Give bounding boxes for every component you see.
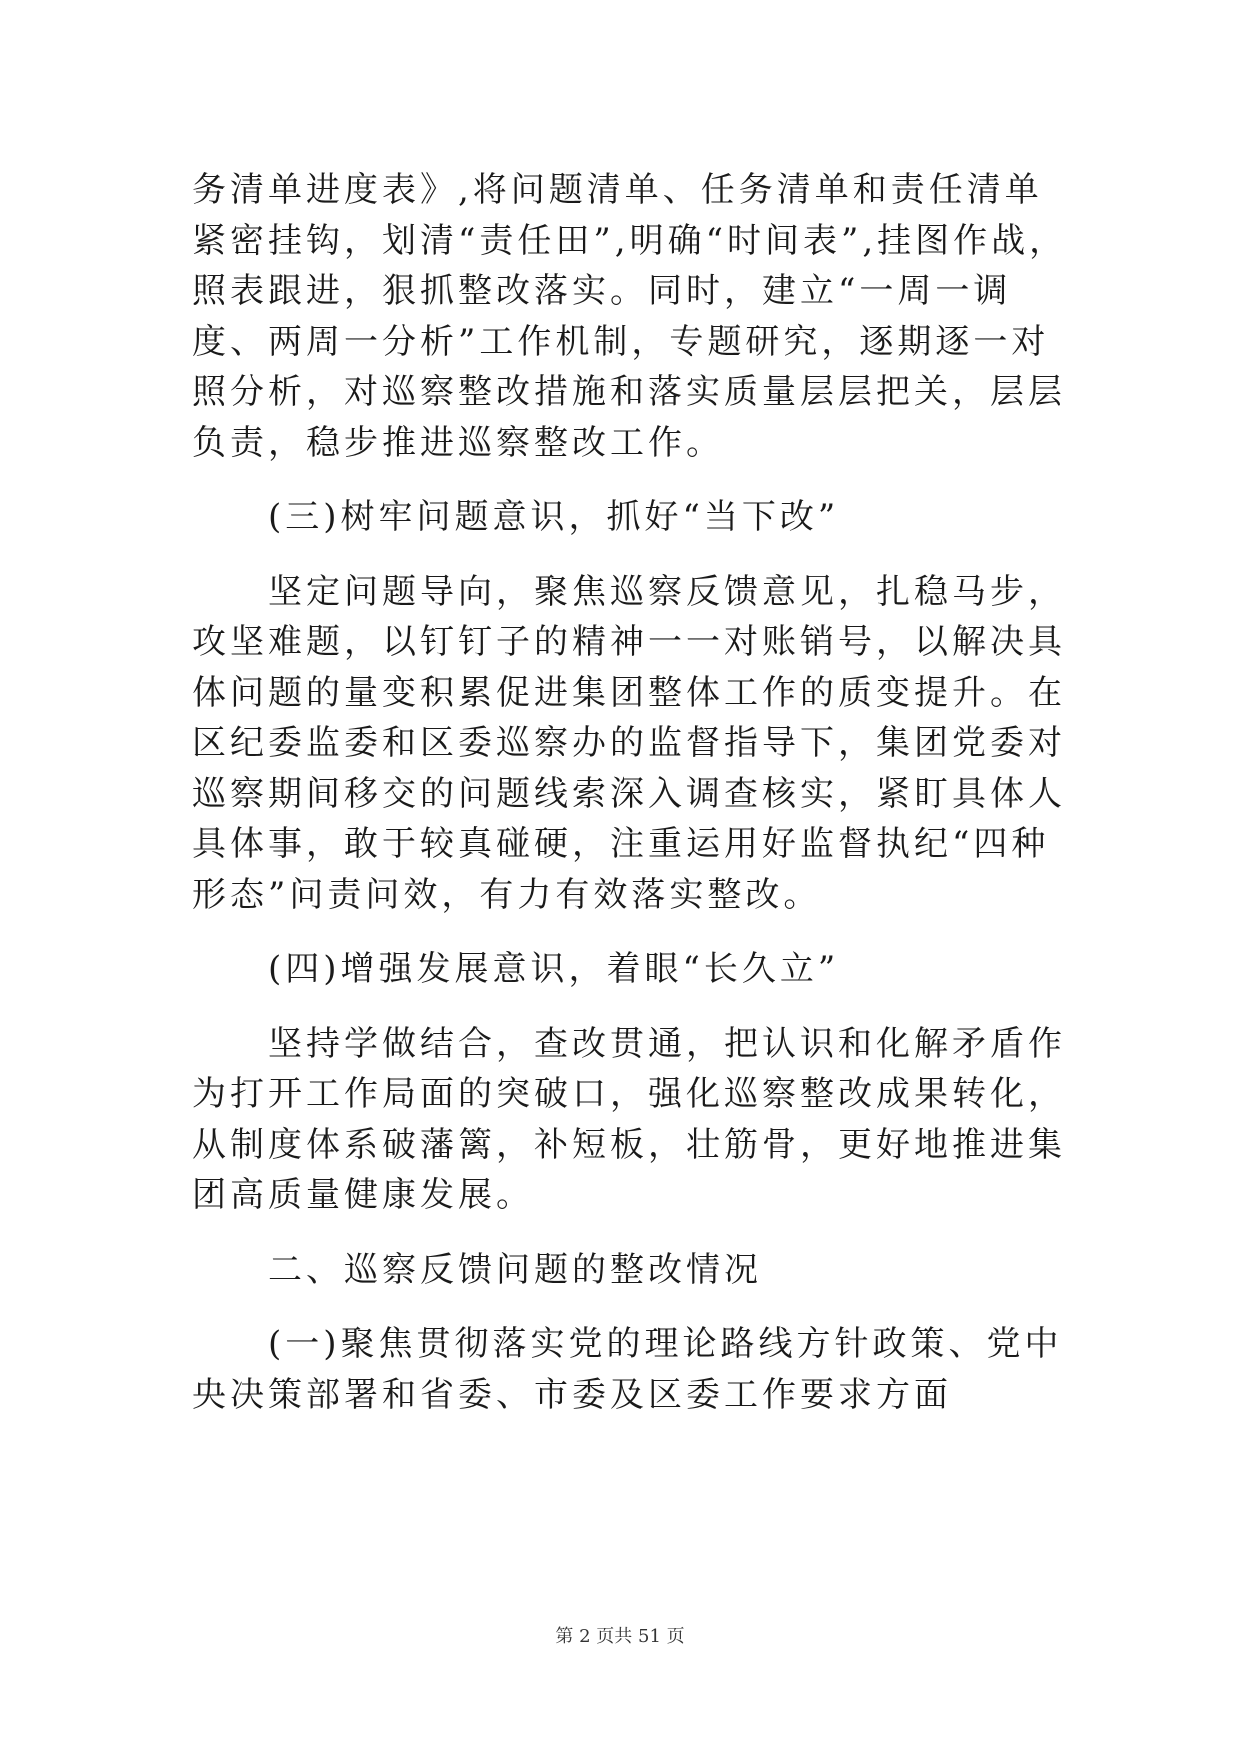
document-body [192, 165, 1072, 1420]
paragraph: 坚定问题导向，聚焦巡察反馈意见，扎稳马步，攻坚难题，以钉钉子的精神一一对账销号，以解决具体问题的量变积累促进集团整体工作的质变提升。在区纪委监委和区委巡察办的监督指导下，集团党委对巡察期间移交的问题线索深入调查核实，紧盯具体人具体事，敢于较真碰硬，注重运用好监督执纪“四种形态”问责问效，有力有效落实整改。 [192, 571, 1066, 915]
section-heading: (四)增强发展意识，着眼“长久立” [268, 949, 840, 989]
section-heading: 二、巡察反馈问题的整改情况 [268, 1249, 762, 1290]
paragraph-continuation: 务清单进度表》,将问题清单、任务清单和责任清单紧密挂钩，划清“责任田”,明确“时间表”,挂图作战，照表跟进，狠抓整改落实。同时，建立“一周一调度、两周一分析”工作机制，专题研究，逐期逐一对照分析，对巡察整改措施和落实质量层层把关，层层负责，稳步推进巡察整改工作。 [192, 170, 1068, 463]
section-heading: (一)聚焦贯彻落实党的理论路线方针政策、党中央决策部署和省委、市委及区委工作要求方面 [192, 1324, 1063, 1415]
section-heading: (三)树牢问题意识，抓好“当下改” [268, 497, 840, 537]
paragraph: 坚持学做结合，查改贯通，把认识和化解矛盾作为打开工作局面的突破口，强化巡察整改成果转化，从制度体系破藩篱，补短板，壮筋骨，更好地推进集团高质量健康发展。 [192, 1023, 1066, 1215]
page-number-footer: 第 2 页共 51 页 [555, 1626, 685, 1647]
